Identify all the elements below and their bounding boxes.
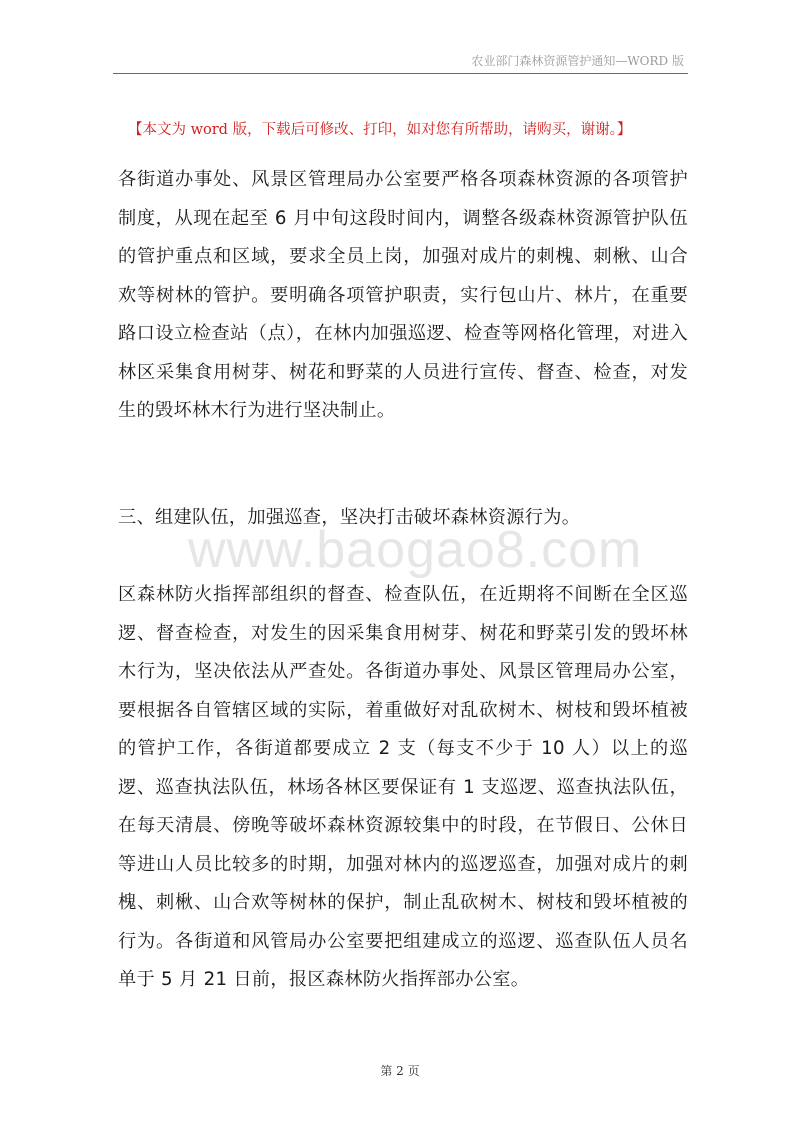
header-divider [113, 73, 688, 74]
purchase-notice: 【本文为 word 版，下载后可修改、打印，如对您有所帮助，请购买，谢谢。】 [128, 122, 632, 138]
paragraph-text: 区森林防火指挥部组织的督查、检查队伍，在近期将不间断在全区巡逻、督查检查，对发生的因采集食用树芽、树花和野菜引发的毁坏林木行为，坚决依法从严查处。各街道办事处、风景区管理局办公室，要根据各自管辖区域的实际，着重做好对乱砍树木、树枝和毁坏植被的管护工作，各街道都要成立 2 支（每支不少于 10 人）以上的巡逻、巡查执法队伍，林场各林区要保证有 1 支巡逻、巡查执法队伍，在每天清晨、傍晚等破坏森林资源较集中的时段，在节假日、公休日等进山人员比较多的时期，加强对林内的巡逻巡查，加强对成片的刺槐、刺楸、山合欢等树林的保护，制止乱砍树木、树枝和毁坏植被的行为。各街道和风管局办公室要把组建成立的巡逻、巡查队伍人员名单于 5 月 21 日前，报区森林防火指挥部办公室。 [118, 584, 688, 990]
watermark: www.baogao8.com [188, 521, 643, 579]
page-header-title: 农业部门森林资源管护通知—WORD 版 [471, 54, 684, 68]
body-paragraph-1 [118, 161, 688, 431]
body-paragraph-2 [118, 576, 688, 1000]
page-number: 第 2 页 [380, 1064, 420, 1078]
paragraph-text: 各街道办事处、风景区管理局办公室要严格各项森林资源的各项管护制度，从现在起至 6 月中旬这段时间内，调整各级森林资源管护队伍的管护重点和区域，要求全员上岗，加强对成片的刺槐、刺楸、山合欢等树林的管护。要明确各项管护职责，实行包山片、林片，在重要路口设立检查站（点），在林内加强巡逻、检查等网格化管理，对进入林区采集食用树芽、树花和野菜的人员进行宣传、督查、检查，对发生的毁坏林木行为进行坚决制止。 [118, 169, 688, 421]
section-heading-text: 三、组建队伍，加强巡查，坚决打击破坏森林资源行为。 [118, 507, 581, 528]
